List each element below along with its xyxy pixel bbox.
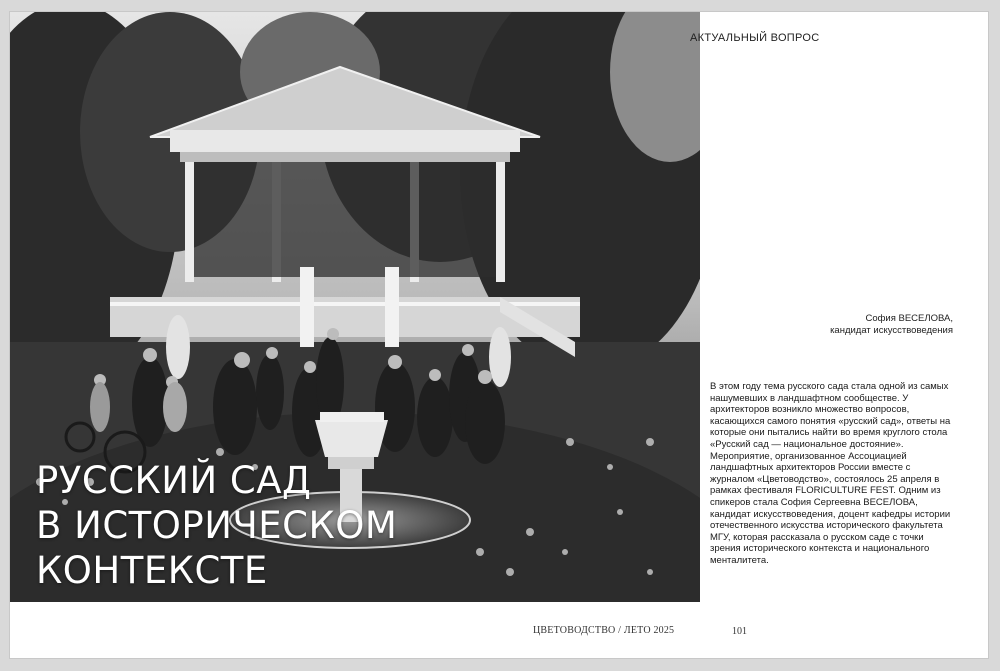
- article-title: [36, 458, 397, 593]
- author-name: София ВЕСЕЛОВА,: [865, 313, 953, 324]
- magazine-page: [10, 12, 988, 658]
- page-number: 101: [732, 626, 747, 637]
- author-title: кандидат искусствоведения: [830, 325, 953, 336]
- magazine-footer: ЦВЕТОВОДСТВО / ЛЕТО 2025: [533, 625, 675, 636]
- section-rubric: АКТУАЛЬНЫЙ ВОПРОС: [690, 32, 820, 44]
- title-line-2: В ИСТОРИЧЕСКОМ: [36, 504, 398, 547]
- title-line-3: КОНТЕКСТЕ: [36, 549, 268, 592]
- lead-paragraph: В этом году тема русского сада стала одной из самых нашумевших в ландшафтном сообществе. У архитекторов возникло множество вопросов, касающихся самого понятия «русский сад», ответы на которые они пытались найти во время круглого стола «Русский сад — национальное достояние». Мероприятие, организованное Ассоциацией ландшафтных архитекторов России вместе с журналом «Цветоводство», состоялось 25 апреля в рамках фестиваля FLORICULTURE FEST. Одним из спикеров стала София Сергеевна ВЕСЕЛОВА, кандидат искусствоведения, доцент кафедры истории отечественного искусства исторического факультета МГУ, которая рассказала о русском саде с точки зрения исторического контекста и национального менталитета.: [710, 381, 951, 566]
- title-line-1: РУССКИЙ САД: [36, 459, 312, 502]
- author-block: [830, 313, 953, 337]
